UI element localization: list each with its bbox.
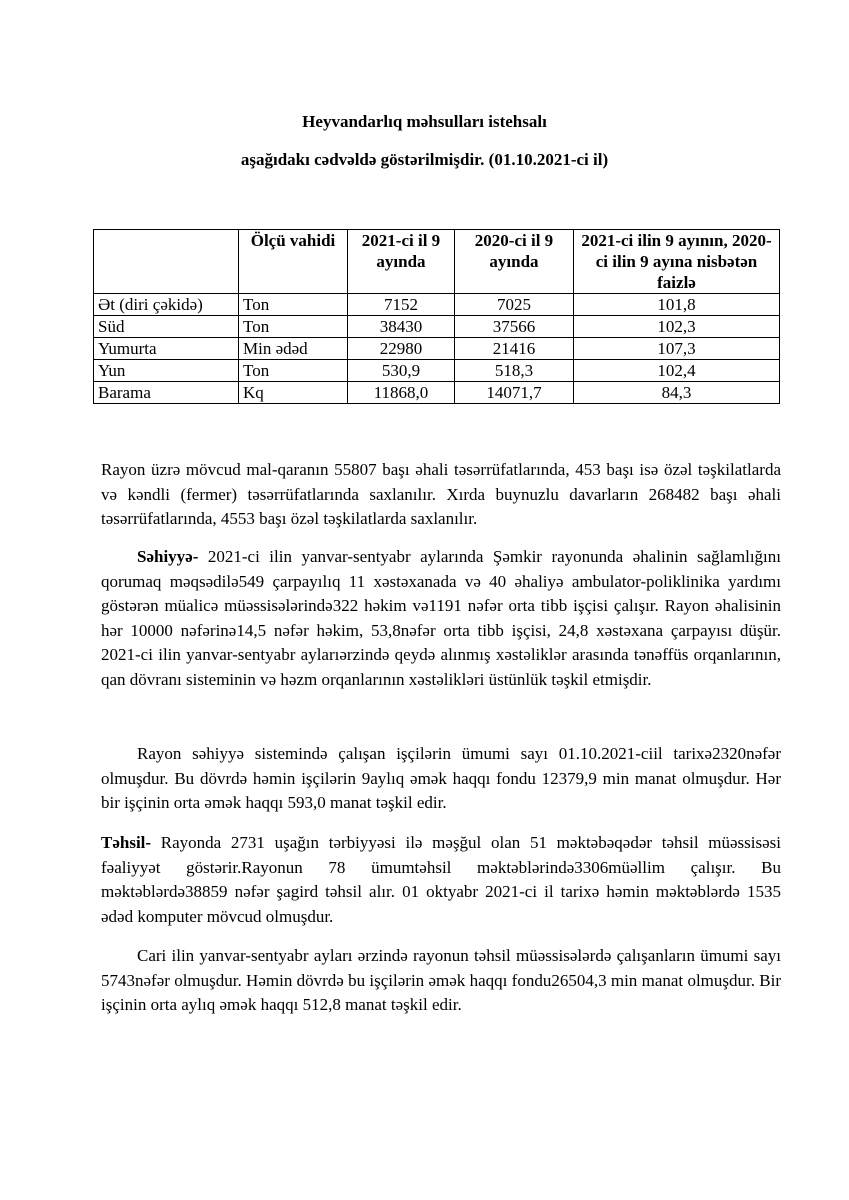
header-cell-percent: 2021-ci ilin 9 ayının, 2020-ci ilin 9 ayına nisbətən faizlə [574, 230, 780, 294]
table-cell-percent: 102,4 [574, 360, 780, 382]
table-cell-percent: 107,3 [574, 338, 780, 360]
healthcare-heading: Səhiyyə- [137, 547, 199, 566]
table-cell-2020: 518,3 [455, 360, 574, 382]
table-cell-unit: Ton [239, 316, 348, 338]
table-cell-unit: Min ədəd [239, 338, 348, 360]
table-cell-2021: 11868,0 [348, 382, 455, 404]
table-cell-2020: 37566 [455, 316, 574, 338]
education-text: Rayonda 2731 uşağın tərbiyyəsi ilə məşğul olan 51 məktəbəqədər təhsil müəssisəsi fəaliyyət göstərir.Rayonun 78 ümumtəhsil məktəblərində3306müəllim çalışır. Bu məktəblərdə38859 nəfər şagird təhsil alır. 01 oktyabr 2021-ci il tarixə həmin məktəblərdə 1535 ədəd komputer mövcud olmuşdur. [101, 833, 781, 926]
table-cell-product: Yun [94, 360, 239, 382]
healthcare-text: 2021-ci ilin yanvar-sentyabr aylarında Şəmkir rayonunda əhalinin sağlamlığını qorumaq məqsədilə549 çarpayılıq 11 xəstəxanada və 40 əhaliyə ambulator-poliklinika yardımı göstərən müalicə müəssisələrində322 həkim və1191 nəfər orta tibb işçisi çalışır. Rayon əhalisinin hər 10000 nəfərinə14,5 nəfər həkim, 53,8nəfər orta tibb işçisi, 24,8 xəstəxana çarpayısı düşür. 2021-ci ilin yanvar-sentyabr aylarıərzində qeydə alınmış xəstəliklər arasında tənəffüs orqanlarının, qan dövranı sisteminin və həzm orqanlarının xəstəlikləri üstünlük təşkil etmişdir. [101, 547, 781, 689]
healthcare-staff-paragraph: Rayon səhiyyə sistemində çalışan işçilərin ümumi sayı 01.10.2021-ciil tarixə2320nəfər olmuşdur. Bu dövrdə həmin işçilərin 9aylıq əmək haqqı fondu 12379,9 min manat olmuşdur. Hər bir işçinin orta əmək haqqı 593,0 manat təşkil edir. [101, 744, 781, 812]
table-cell-2021: 7152 [348, 294, 455, 316]
table-cell-2020: 7025 [455, 294, 574, 316]
education-paragraph [101, 831, 781, 929]
document-subtitle: aşağıdakı cədvəldə göstərilmişdir. (01.10.2021-ci il) [240, 150, 609, 169]
healthcare-paragraph [101, 545, 781, 692]
table-cell-percent: 102,3 [574, 316, 780, 338]
table-row [94, 294, 780, 316]
table-cell-percent: 84,3 [574, 382, 780, 404]
header-cell-unit: Ölçü vahidi [239, 230, 348, 294]
header-cell-empty [94, 230, 239, 294]
table-cell-unit: Kq [239, 382, 348, 404]
table-cell-2021: 38430 [348, 316, 455, 338]
table-cell-2021: 530,9 [348, 360, 455, 382]
header-cell-2020: 2020-ci il 9 ayında [455, 230, 574, 294]
table-cell-unit: Ton [239, 360, 348, 382]
table-cell-product: Barama [94, 382, 239, 404]
document-title: Heyvandarlıq məhsulları istehsalı [302, 112, 547, 131]
table-cell-product: Ət (diri çəkidə) [94, 294, 239, 316]
livestock-production-table [93, 229, 780, 404]
livestock-paragraph: Rayon üzrə mövcud mal-qaranın 55807 başı əhali təsərrüfatlarında, 453 başı isə özəl təşkilatlarda və kəndli (fermer) təsərrüfatlarında saxlanılır. Xırda buynuzlu davarların 268482 başı əhali təsərrüfatlarında, 4553 başı özəl təşkilatlarda saxlanılır. [101, 460, 781, 528]
table-cell-2020: 21416 [455, 338, 574, 360]
table-row [94, 338, 780, 360]
table-row [94, 382, 780, 404]
table-cell-unit: Ton [239, 294, 348, 316]
education-heading: Təhsil- [101, 833, 152, 852]
table-cell-percent: 101,8 [574, 294, 780, 316]
table-row [94, 360, 780, 382]
education-staff-paragraph: Cari ilin yanvar-sentyabr ayları ərzində rayonun təhsil müəssisələrdə çalışanların ümumi sayı 5743nəfər olmuşdur. Həmin dövrdə bu işçilərin əmək haqqı fondu26504,3 min manat olmuşdur. Bir işçinin orta aylıq əmək haqqı 512,8 manat təşkil edir. [101, 946, 781, 1014]
header-cell-2021: 2021-ci il 9 ayında [348, 230, 455, 294]
table-cell-product: Yumurta [94, 338, 239, 360]
table-cell-2021: 22980 [348, 338, 455, 360]
table-row [94, 316, 780, 338]
table-cell-2020: 14071,7 [455, 382, 574, 404]
table-header-row [94, 230, 780, 294]
table-cell-product: Süd [94, 316, 239, 338]
